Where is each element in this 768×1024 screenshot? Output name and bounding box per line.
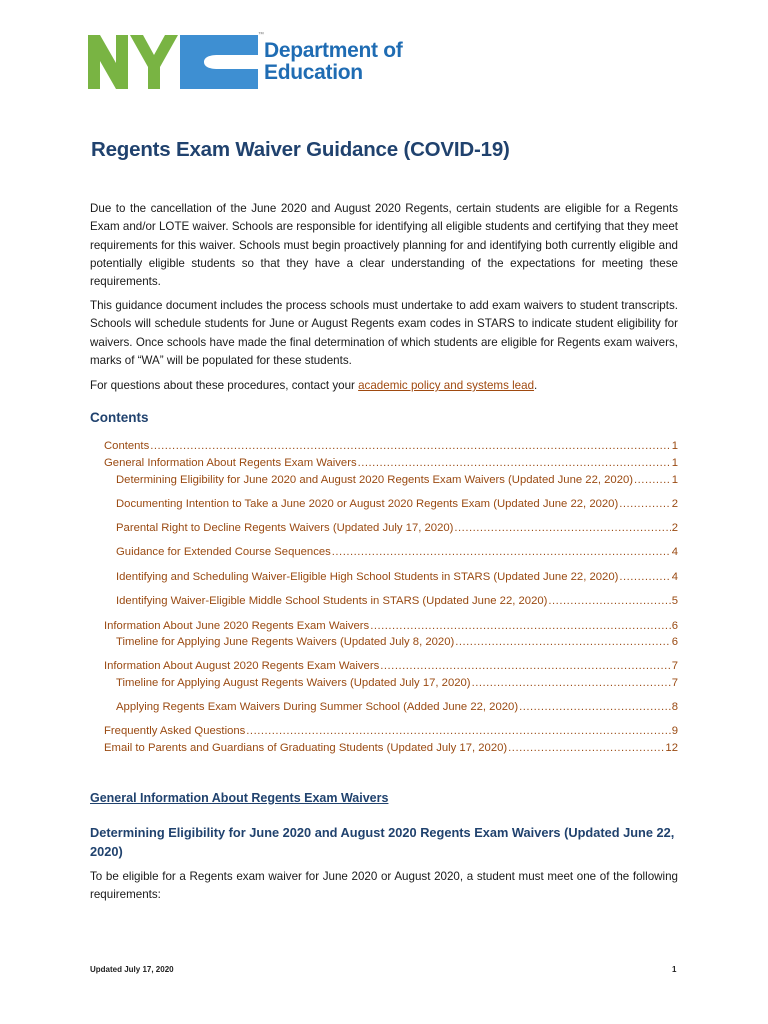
toc-leader [455, 635, 670, 649]
toc-leader [332, 545, 671, 559]
toc-entry[interactable] [116, 545, 678, 559]
section-heading: General Information About Regents Exam Waivers [90, 791, 389, 805]
toc-entry-label[interactable]: Email to Parents and Guardians of Graduating Students (Updated July 17, 2020) [104, 742, 508, 754]
logo-line-1: Department of [264, 39, 403, 62]
toc-entry[interactable] [116, 497, 678, 511]
toc-entry[interactable] [116, 521, 678, 535]
toc-entry[interactable] [116, 676, 678, 690]
toc-entry-label[interactable]: Parental Right to Decline Regents Waivers (Updated July 17, 2020) [116, 522, 454, 534]
toc-leader [548, 594, 670, 608]
contact-paragraph [90, 377, 678, 395]
toc-page-number: 6 [671, 620, 678, 632]
toc-leader [619, 497, 670, 511]
toc-entry-label[interactable]: Timeline for Applying June Regents Waivers (Updated July 8, 2020) [116, 636, 455, 648]
toc-entry-label[interactable]: Timeline for Applying August Regents Waivers (Updated July 17, 2020) [116, 677, 471, 689]
toc-entry[interactable] [104, 659, 678, 673]
toc-leader [454, 521, 670, 535]
toc-entry[interactable] [104, 619, 678, 633]
contact-suffix: . [534, 379, 538, 392]
toc-entry-label[interactable]: Contents [104, 440, 150, 452]
toc-page-number: 1 [671, 457, 678, 469]
toc-leader [150, 439, 670, 453]
toc-entry-label[interactable]: Guidance for Extended Course Sequences [116, 546, 331, 558]
toc-page-number: 7 [671, 660, 678, 672]
toc-entry-label[interactable]: Frequently Asked Questions [104, 725, 246, 737]
toc-entry[interactable] [104, 439, 678, 453]
toc-entry-label[interactable]: Documenting Intention to Take a June 2020 or August 2020 Regents Exam (Updated June 22, 2020) [116, 498, 619, 510]
toc-entry-label[interactable]: Identifying Waiver-Eligible Middle School Students in STARS (Updated June 22, 2020) [116, 595, 548, 607]
toc-page-number: 1 [671, 474, 678, 486]
toc-page-number: 12 [665, 742, 678, 754]
eligibility-paragraph: To be eligible for a Regents exam waiver for June 2020 or August 2020, a student must meet one of the following requirements: [90, 870, 678, 902]
toc-entry-label[interactable]: Information About June 2020 Regents Exam Waivers [104, 620, 370, 632]
logo-line-2: Education [264, 61, 363, 84]
toc-entry[interactable] [104, 724, 678, 738]
logo-wordmark [264, 40, 402, 84]
toc-leader [508, 741, 664, 755]
document-title: Regents Exam Waiver Guidance (COVID-19) [91, 138, 510, 161]
toc-page-number: 4 [671, 571, 678, 583]
toc-page-number: 2 [671, 522, 678, 534]
toc-leader [519, 700, 671, 714]
toc-page-number: 9 [671, 725, 678, 737]
toc-entry-label[interactable]: Identifying and Scheduling Waiver-Eligible High School Students in STARS (Updated June 22, 2020) [116, 571, 619, 583]
toc-entry[interactable] [104, 741, 678, 755]
toc-page-number: 6 [671, 636, 678, 648]
toc-page-number: 5 [671, 595, 678, 607]
subsection-heading: Determining Eligibility for June 2020 and August 2020 Regents Exam Waivers (Updated June 22, 2020) [90, 825, 675, 859]
toc-entry-label[interactable]: Information About August 2020 Regents Exam Waivers [104, 660, 380, 672]
toc-heading: Contents [90, 410, 149, 425]
toc-entry-label[interactable]: Determining Eligibility for June 2020 and August 2020 Regents Exam Waivers (Updated June 22, 2020) [116, 474, 634, 486]
toc-entry[interactable] [104, 456, 678, 470]
toc-page-number: 1 [671, 440, 678, 452]
toc-page-number: 2 [671, 498, 678, 510]
intro-paragraph-1: Due to the cancellation of the June 2020 and August 2020 Regents, certain students are eligible for a Regents Exam and/or LOTE waiver. Schools are responsible for identifying all eligible students and certifying that they meet requirements for this waiver. Schools must begin proactively planning for and identifying both currently eligible and potentially eligible students so that they have a clear understanding of the expectations for meeting these requirements. [90, 202, 678, 289]
toc-leader [634, 473, 671, 487]
toc-leader [380, 659, 670, 673]
toc-leader [619, 570, 670, 584]
toc-entry[interactable] [116, 700, 678, 714]
toc-page-number: 4 [671, 546, 678, 558]
intro-paragraph-2: This guidance document includes the process schools must undertake to add exam waivers to student transcripts. Schools will schedule students for June or August Regents exam codes in STARS to indicate student eligibility for waivers. Once schools have made the final determination of which students are eligible for Regents exam waivers, marks of “WA” will be populated for these students. [90, 299, 678, 367]
toc-entry[interactable] [116, 570, 678, 584]
toc-leader [472, 676, 671, 690]
toc-entry[interactable] [116, 635, 678, 649]
toc-entry-label[interactable]: Applying Regents Exam Waivers During Summer School (Added June 22, 2020) [116, 701, 519, 713]
nyc-logo-icon [88, 31, 258, 93]
contact-prefix: For questions about these procedures, contact your [90, 379, 359, 392]
toc-page-number: 8 [671, 701, 678, 713]
toc-leader [246, 724, 670, 738]
toc-entry[interactable] [116, 473, 678, 487]
trademark-mark: ™ [258, 32, 264, 38]
toc-entry[interactable] [116, 594, 678, 608]
toc-leader [358, 456, 671, 470]
nyc-doe-logo [88, 30, 402, 94]
footer-updated-date: Updated July 17, 2020 [90, 965, 174, 974]
toc-leader [370, 619, 671, 633]
footer-page-number: 1 [672, 965, 677, 974]
toc-page-number: 7 [671, 677, 678, 689]
academic-policy-link[interactable]: academic policy and systems lead [358, 379, 535, 392]
toc-entry-label[interactable]: General Information About Regents Exam Waivers [104, 457, 357, 469]
